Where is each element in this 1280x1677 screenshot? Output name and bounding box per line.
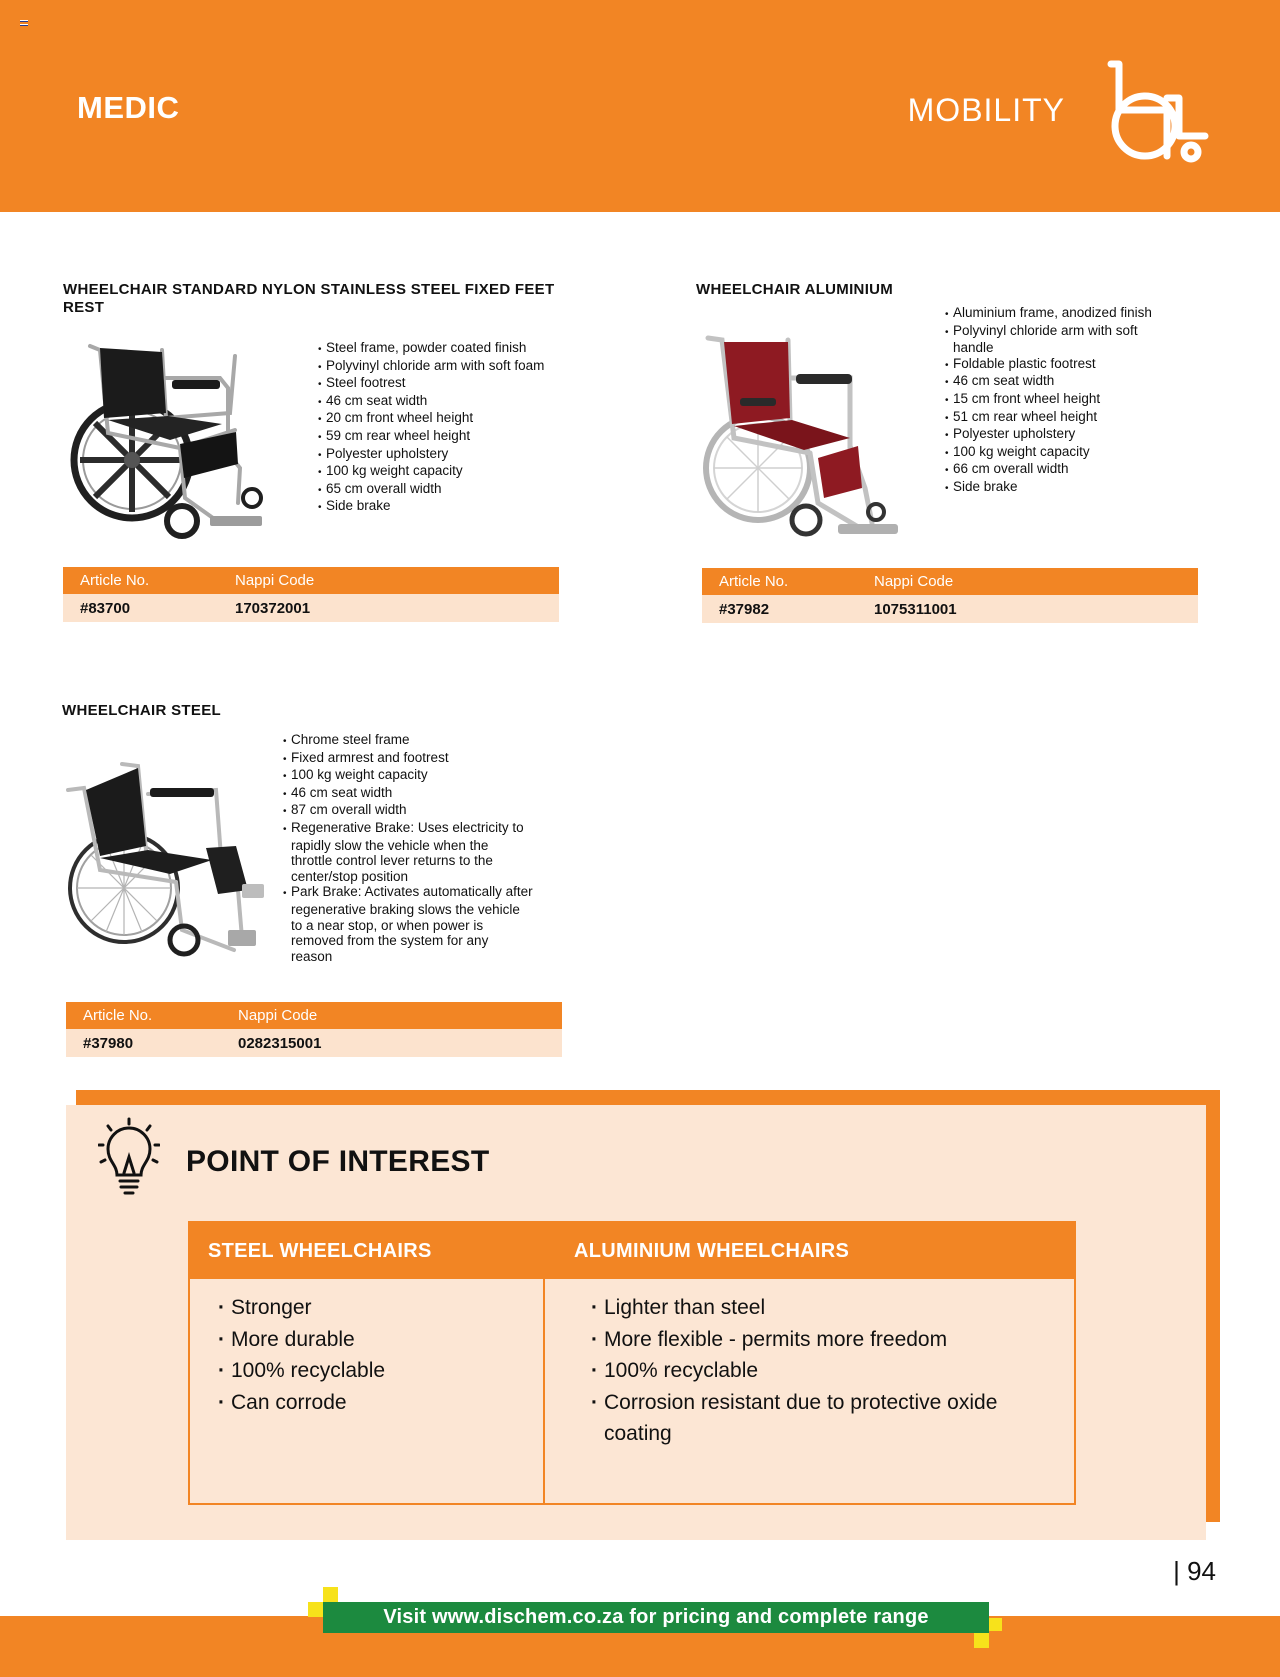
spec-table-header — [702, 568, 1198, 595]
steel-point: · Can corrode — [218, 1387, 543, 1419]
nappi-code-value: 170372001 — [235, 599, 311, 617]
wheelchair-steel-image — [66, 760, 276, 970]
feature-item: • Regenerative Brake: Uses electricity to rapidly slow the vehicle when the throttle control lever returns to the center/stop position — [283, 820, 533, 884]
page-header — [0, 0, 1280, 212]
feature-item: • 51 cm rear wheel height — [945, 409, 1165, 427]
footer-website-banner[interactable]: Visit www.dischem.co.za for pricing and complete range — [323, 1602, 989, 1633]
spec-table-header — [63, 567, 559, 594]
steel-heading: STEEL WHEELCHAIRS — [208, 1239, 432, 1262]
nappi-code-header: Nappi Code — [235, 572, 315, 589]
feature-item: • 59 cm rear wheel height — [318, 428, 548, 446]
feature-item: • Fixed armrest and footrest — [283, 750, 533, 768]
decor-square — [323, 1587, 338, 1602]
decor-square — [308, 1602, 323, 1617]
product-feature-list — [318, 340, 548, 516]
feature-item: • 66 cm overall width — [945, 461, 1165, 479]
nappi-code-header: Nappi Code — [874, 573, 954, 590]
feature-item: • Polyester upholstery — [318, 446, 548, 464]
feature-item: • Side brake — [318, 498, 548, 516]
product-spec-table — [66, 1002, 562, 1057]
wheelchair-icon — [1105, 60, 1215, 165]
feature-item: • Steel footrest — [318, 375, 548, 393]
feature-item: • Park Brake: Activates automatically after regenerative braking slows the vehicle to a near stop, or when power is removed from the system for any reason — [283, 884, 533, 964]
spec-table-header — [66, 1002, 562, 1029]
product-title: WHEELCHAIR STANDARD NYLON STAINLESS STEEL FIXED FEET REST — [63, 281, 555, 316]
feature-item: • 87 cm overall width — [283, 802, 533, 820]
aluminium-heading: ALUMINIUM WHEELCHAIRS — [574, 1239, 850, 1262]
wheelchair-aluminium-image — [700, 328, 920, 548]
feature-item: • Steel frame, powder coated finish — [318, 340, 548, 358]
article-no-header: Article No. — [80, 572, 150, 589]
feature-item: • 46 cm seat width — [318, 393, 548, 411]
poi-title: POINT OF INTEREST — [186, 1145, 490, 1178]
product-spec-table — [702, 568, 1198, 623]
feature-item: • 100 kg weight capacity — [283, 767, 533, 785]
spec-table-row — [702, 595, 1198, 623]
feature-item: • 65 cm overall width — [318, 481, 548, 499]
nappi-code-value: 1075311001 — [874, 600, 957, 618]
product-title: WHEELCHAIR ALUMINIUM — [696, 281, 894, 298]
aluminium-point: · 100% recyclable — [591, 1355, 1011, 1387]
article-no-value: #83700 — [80, 599, 131, 617]
comparison-header — [190, 1223, 1074, 1279]
light-bulb-icon — [98, 1117, 160, 1197]
product-title: WHEELCHAIR STEEL — [62, 702, 221, 719]
aluminium-point: · More flexible - permits more freedom — [591, 1324, 1011, 1356]
aluminium-column — [545, 1279, 1074, 1503]
section-title: MOBILITY — [907, 92, 1065, 128]
decor-square — [989, 1618, 1002, 1631]
nappi-code-header: Nappi Code — [238, 1007, 318, 1024]
feature-item: • Aluminium frame, anodized finish — [945, 305, 1165, 323]
article-no-value: #37980 — [83, 1034, 134, 1052]
feature-item: • 46 cm seat width — [283, 785, 533, 803]
feature-item: • 20 cm front wheel height — [318, 410, 548, 428]
comparison-body — [190, 1279, 1074, 1503]
feature-item: • Foldable plastic footrest — [945, 356, 1165, 374]
product-spec-table — [63, 567, 559, 622]
aluminium-point: · Corrosion resistant due to protective oxide coating — [591, 1387, 1011, 1450]
feature-item: • Side brake — [945, 479, 1165, 497]
article-no-header: Article No. — [83, 1007, 153, 1024]
steel-point: · 100% recyclable — [218, 1355, 543, 1387]
nappi-code-value: 0282315001 — [238, 1034, 322, 1052]
product-feature-list — [945, 305, 1165, 497]
article-no-header: Article No. — [719, 573, 789, 590]
feature-item: • Polyester upholstery — [945, 426, 1165, 444]
feature-item: • 100 kg weight capacity — [945, 444, 1165, 462]
feature-item: • Polyvinyl chloride arm with soft handle — [945, 323, 1165, 356]
product-feature-list — [283, 732, 533, 964]
steel-point: · More durable — [218, 1324, 543, 1356]
aluminium-point: · Lighter than steel — [591, 1292, 1011, 1324]
spec-table-row — [66, 1029, 562, 1057]
page-number: | 94 — [1173, 1556, 1216, 1586]
spec-table-row — [63, 594, 559, 622]
article-no-value: #37982 — [719, 600, 770, 618]
feature-item: • Chrome steel frame — [283, 732, 533, 750]
feature-item: • 46 cm seat width — [945, 373, 1165, 391]
decor-square — [974, 1633, 989, 1648]
menu-icon — [20, 20, 28, 27]
steel-column — [190, 1279, 545, 1503]
feature-item: • Polyvinyl chloride arm with soft foam — [318, 358, 548, 376]
feature-item: • 100 kg weight capacity — [318, 463, 548, 481]
steel-point: · Stronger — [218, 1292, 543, 1324]
comparison-table — [188, 1221, 1076, 1505]
wheelchair-standard-image — [70, 338, 280, 543]
brand-label: MEDIC — [77, 90, 180, 125]
feature-item: • 15 cm front wheel height — [945, 391, 1165, 409]
